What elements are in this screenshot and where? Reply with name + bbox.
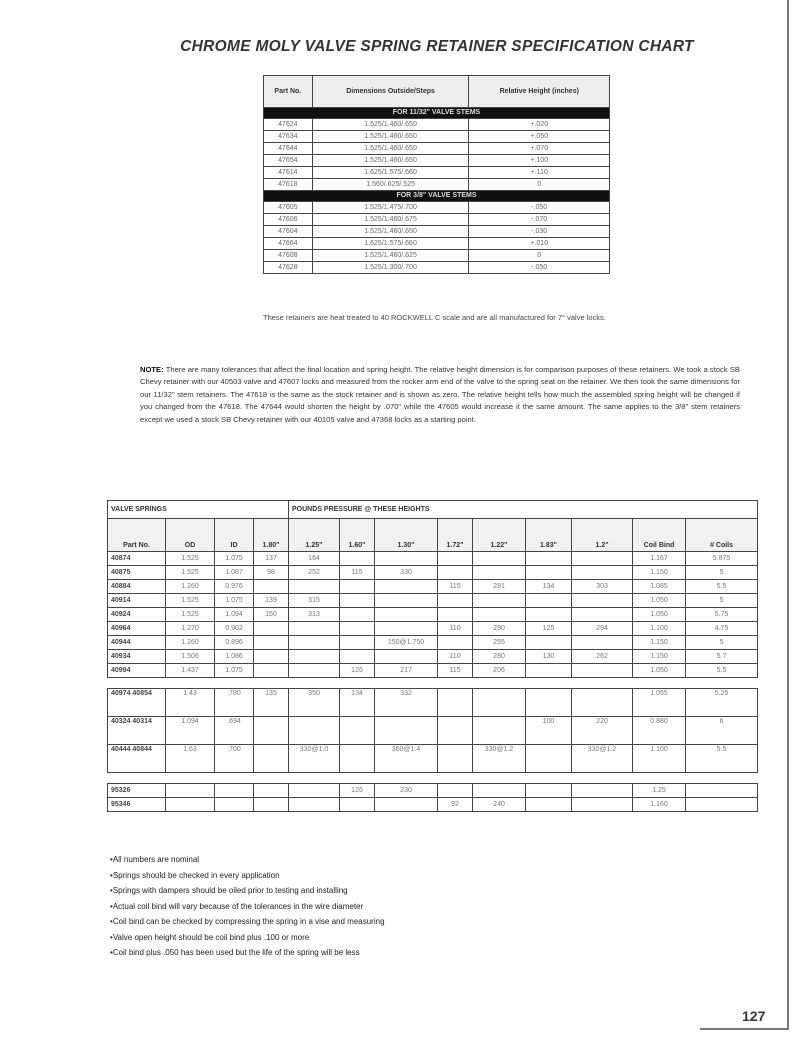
group-spacer <box>108 678 758 689</box>
part-no-cell: 47604 <box>264 226 313 238</box>
value-cell <box>289 664 340 678</box>
value-cell: 230 <box>375 784 438 798</box>
dimensions-cell: 1.525/1.475/.700 <box>312 202 469 214</box>
table-row <box>264 131 610 143</box>
value-cell: 280 <box>473 650 526 664</box>
value-cell: 330@1.0 <box>289 745 340 773</box>
value-cell <box>473 689 526 717</box>
value-cell: 1.525 <box>166 552 215 566</box>
value-cell: 110 <box>438 650 473 664</box>
page-border-right <box>787 0 789 1030</box>
value-cell: 1.270 <box>166 622 215 636</box>
value-cell: 130 <box>526 650 572 664</box>
value-cell: 1.094 <box>215 608 254 622</box>
part-no-cell: 40874 <box>108 552 166 566</box>
column-header: 1.25" <box>289 519 340 552</box>
value-cell: 1.150 <box>633 566 686 580</box>
value-cell: 1.150 <box>633 636 686 650</box>
part-no-cell: 40884 <box>108 580 166 594</box>
column-header: Coil Bind <box>633 519 686 552</box>
dimensions-cell: 1.625/1.575/.660 <box>312 167 469 179</box>
value-cell <box>340 594 375 608</box>
value-cell <box>254 636 289 650</box>
value-cell: .700 <box>215 745 254 773</box>
value-cell <box>340 798 375 812</box>
page-number: 127 <box>742 1008 766 1024</box>
value-cell <box>526 798 572 812</box>
part-no-cell: 40914 <box>108 594 166 608</box>
table-row <box>264 202 610 214</box>
column-header: ID <box>215 519 254 552</box>
part-no-cell: 47644 <box>264 143 313 155</box>
value-cell: 5.25 <box>686 689 758 717</box>
note-bullet: • Valve open height should be coil bind plus .100 or more <box>110 930 385 946</box>
value-cell: 139 <box>254 594 289 608</box>
value-cell: 5.5 <box>686 580 758 594</box>
value-cell <box>340 636 375 650</box>
value-cell <box>254 622 289 636</box>
value-cell: 1.63 <box>166 745 215 773</box>
value-cell: .694 <box>215 717 254 745</box>
value-cell <box>340 745 375 773</box>
relative-height-cell: +.050 <box>469 131 610 143</box>
table-row <box>108 636 758 650</box>
valve-spring-table <box>107 500 758 812</box>
value-cell <box>340 717 375 745</box>
value-cell <box>572 636 633 650</box>
value-cell: 1.050 <box>633 608 686 622</box>
section-label: FOR 3/8" VALVE STEMS <box>264 191 610 202</box>
value-cell <box>526 594 572 608</box>
value-cell: 1.075 <box>215 552 254 566</box>
value-cell <box>473 594 526 608</box>
table-row <box>264 226 610 238</box>
value-cell: 360@1.4 <box>375 745 438 773</box>
value-cell <box>289 580 340 594</box>
value-cell: 1.100 <box>633 745 686 773</box>
value-cell: 255 <box>473 636 526 650</box>
value-cell <box>166 784 215 798</box>
column-header: # Coils <box>686 519 758 552</box>
page-title: CHROME MOLY VALVE SPRING RETAINER SPECIFICATION CHART <box>180 38 694 55</box>
col-header-dimensions: Dimensions Outside/Steps <box>312 76 469 108</box>
value-cell: 92 <box>438 798 473 812</box>
note-bullet: • Actual coil bind will vary because of the tolerances in the wire diameter <box>110 899 385 915</box>
table-row <box>108 664 758 678</box>
part-no-cell: 47628 <box>264 262 313 274</box>
part-no-cell: 47624 <box>264 119 313 131</box>
value-cell: 330@1.2 <box>572 745 633 773</box>
value-cell: 332 <box>375 689 438 717</box>
value-cell: 1.086 <box>215 650 254 664</box>
part-no-cell: 40324 40314 <box>108 717 166 745</box>
part-no-cell: 40944 <box>108 636 166 650</box>
value-cell <box>473 552 526 566</box>
value-cell <box>254 717 289 745</box>
table-row <box>108 566 758 580</box>
dimensions-cell: 1.525/1.460/.675 <box>312 214 469 226</box>
value-cell <box>686 784 758 798</box>
value-cell: .780 <box>215 689 254 717</box>
column-header: 1.60" <box>340 519 375 552</box>
value-cell: 240 <box>473 798 526 812</box>
value-cell <box>572 608 633 622</box>
value-cell <box>254 664 289 678</box>
value-cell <box>438 594 473 608</box>
table-row <box>108 622 758 636</box>
col-header-part-no: Part No. <box>264 76 313 108</box>
section-label: FOR 11/32" VALVE STEMS <box>264 108 610 119</box>
relative-height-cell: -.070 <box>469 214 610 226</box>
value-cell: 290 <box>473 622 526 636</box>
table-row <box>108 650 758 664</box>
value-cell <box>572 552 633 566</box>
table-row <box>108 552 758 566</box>
part-no-cell: 40875 <box>108 566 166 580</box>
note-label: NOTE: <box>140 365 164 374</box>
part-no-cell: 47606 <box>264 214 313 226</box>
relative-height-cell: -.050 <box>469 262 610 274</box>
value-cell <box>526 784 572 798</box>
value-cell: 262 <box>572 650 633 664</box>
notes-list <box>110 852 385 961</box>
value-cell <box>215 798 254 812</box>
table-row <box>108 798 758 812</box>
dimensions-cell: 1.625/1.575/.660 <box>312 238 469 250</box>
value-cell: 217 <box>375 664 438 678</box>
relative-height-cell: -.050 <box>469 202 610 214</box>
value-cell <box>375 594 438 608</box>
value-cell <box>340 608 375 622</box>
value-cell: 150@1.750 <box>375 636 438 650</box>
value-cell: 6 <box>686 717 758 745</box>
value-cell: 330 <box>375 566 438 580</box>
note-text: There are many tolerances that affect the final location and spring height. The relative height dimension is for comparison purposes of these retainers. We took a stock SB Chevy retainer with our 40503 valve and 47607 locks and measured from the rocker arm end of the valve to the spring seat on the retainer. We then took the same dimensions for our 11/32" stem retainers. The 47618 is the same as the stock retainer and is shown as zero. The relative height tells how much the assembled spring height will be changed if you changed from the 47618. The 47644 would shorten the height by .070" while the 47605 would increase it the same amount. The same applies to the 3/8" stem retainers except we used a stock SB Chevy retainer with our 40105 valve and 47368 locks as a starting point. <box>140 365 740 424</box>
spacer-cell <box>108 678 758 689</box>
value-cell <box>438 745 473 773</box>
value-cell: 100 <box>526 717 572 745</box>
table-row <box>264 250 610 262</box>
value-cell: 1.075 <box>215 664 254 678</box>
table-row <box>108 580 758 594</box>
value-cell: 330@1.2 <box>473 745 526 773</box>
relative-height-cell: 0 <box>469 250 610 262</box>
part-no-cell: 95326 <box>108 784 166 798</box>
value-cell: 5 <box>686 566 758 580</box>
note-paragraph <box>140 364 740 426</box>
table-row <box>264 214 610 226</box>
value-cell: 1.085 <box>633 580 686 594</box>
value-cell: 98 <box>254 566 289 580</box>
value-cell: 1.260 <box>166 580 215 594</box>
value-cell <box>340 552 375 566</box>
table-row <box>108 689 758 717</box>
value-cell <box>438 717 473 745</box>
table-row <box>264 179 610 191</box>
value-cell <box>473 717 526 745</box>
part-no-cell: 47654 <box>264 155 313 167</box>
value-cell <box>375 798 438 812</box>
part-no-cell: 47618 <box>264 179 313 191</box>
value-cell: 125 <box>526 622 572 636</box>
group-header-row <box>108 501 758 519</box>
value-cell: 5 <box>686 636 758 650</box>
column-header: OD <box>166 519 215 552</box>
note-bullet: • All numbers are nominal <box>110 852 385 868</box>
part-no-cell: 40994 <box>108 664 166 678</box>
note-bullet: • Springs should be checked in every application <box>110 868 385 884</box>
value-cell <box>438 689 473 717</box>
dimensions-cell: 1.525/1.460/.650 <box>312 155 469 167</box>
value-cell <box>340 650 375 664</box>
column-header: 1.2" <box>572 519 633 552</box>
value-cell: 126 <box>340 664 375 678</box>
value-cell <box>526 664 572 678</box>
part-no-cell: 47614 <box>264 167 313 179</box>
value-cell <box>438 608 473 622</box>
value-cell <box>375 580 438 594</box>
value-cell: 135 <box>254 689 289 717</box>
section-row <box>264 108 610 119</box>
table-row <box>264 119 610 131</box>
group-spacer <box>108 773 758 784</box>
value-cell <box>526 566 572 580</box>
value-cell <box>289 784 340 798</box>
dimensions-cell: 1.525/1.300/.700 <box>312 262 469 274</box>
note-bullet: • Coil bind plus .050 has been used but the life of the spring will be less <box>110 945 385 961</box>
value-cell <box>289 798 340 812</box>
value-cell: 5 <box>686 594 758 608</box>
value-cell <box>289 650 340 664</box>
value-cell <box>572 566 633 580</box>
value-cell: 4.75 <box>686 622 758 636</box>
value-cell: 115 <box>340 566 375 580</box>
value-cell: 294 <box>572 622 633 636</box>
part-no-cell: 47664 <box>264 238 313 250</box>
value-cell <box>572 798 633 812</box>
relative-height-cell: +.020 <box>469 119 610 131</box>
table-row <box>264 262 610 274</box>
value-cell <box>473 566 526 580</box>
group-header-pounds-pressure: POUNDS PRESSURE @ THESE HEIGHTS <box>289 501 758 519</box>
relative-height-cell: -.030 <box>469 226 610 238</box>
value-cell <box>254 745 289 773</box>
value-cell: 313 <box>289 608 340 622</box>
value-cell: 1.075 <box>215 594 254 608</box>
value-cell: 1.150 <box>633 650 686 664</box>
column-header: 1.83" <box>526 519 572 552</box>
value-cell: 134 <box>340 689 375 717</box>
value-cell: 5.5 <box>686 664 758 678</box>
table-row <box>108 608 758 622</box>
value-cell: 115 <box>438 664 473 678</box>
value-cell: 1.525 <box>166 608 215 622</box>
value-cell: 1.050 <box>633 594 686 608</box>
relative-height-cell: +.010 <box>469 238 610 250</box>
value-cell <box>526 689 572 717</box>
value-cell <box>438 784 473 798</box>
value-cell <box>254 784 289 798</box>
value-cell <box>166 798 215 812</box>
value-cell: 1.094 <box>166 717 215 745</box>
value-cell: 164 <box>289 552 340 566</box>
value-cell <box>526 745 572 773</box>
value-cell <box>375 650 438 664</box>
part-no-cell: 47634 <box>264 131 313 143</box>
value-cell: 5.7 <box>686 650 758 664</box>
section-row <box>264 191 610 202</box>
value-cell: 303 <box>572 580 633 594</box>
value-cell <box>473 608 526 622</box>
value-cell: 115 <box>438 580 473 594</box>
value-cell: 281 <box>473 580 526 594</box>
value-cell <box>526 608 572 622</box>
dimensions-cell: 1.525/1.460/.650 <box>312 143 469 155</box>
value-cell: 5.5 <box>686 745 758 773</box>
value-cell <box>526 636 572 650</box>
part-no-cell: 40964 <box>108 622 166 636</box>
value-cell: 1.055 <box>633 689 686 717</box>
table-row <box>264 155 610 167</box>
column-header-row <box>108 519 758 552</box>
value-cell: 1.525 <box>166 594 215 608</box>
page-border-bottom <box>700 1028 789 1030</box>
value-cell <box>375 608 438 622</box>
col-header-relative-height: Relative Height (inches) <box>469 76 610 108</box>
value-cell: 1.506 <box>166 650 215 664</box>
value-cell: 1.100 <box>633 622 686 636</box>
spacer-cell <box>108 773 758 784</box>
value-cell <box>572 784 633 798</box>
value-cell: 1.437 <box>166 664 215 678</box>
column-header: 1.80" <box>254 519 289 552</box>
part-no-cell: 47608 <box>264 250 313 262</box>
table-row <box>108 594 758 608</box>
part-no-cell: 40974 40854 <box>108 689 166 717</box>
value-cell: 5.875 <box>686 552 758 566</box>
value-cell: 1.260 <box>166 636 215 650</box>
retainer-table-caption: These retainers are heat treated to 40 ROCKWELL C scale and are all manufactured for 7° valve locks. <box>263 313 606 322</box>
value-cell: 1.160 <box>633 798 686 812</box>
value-cell: 1.087 <box>215 566 254 580</box>
part-no-cell: 47605 <box>264 202 313 214</box>
value-cell <box>375 622 438 636</box>
table-row <box>264 167 610 179</box>
part-no-cell: 40444 40844 <box>108 745 166 773</box>
value-cell <box>215 784 254 798</box>
value-cell <box>572 689 633 717</box>
value-cell: 220 <box>572 717 633 745</box>
value-cell <box>473 784 526 798</box>
value-cell <box>375 552 438 566</box>
value-cell <box>340 622 375 636</box>
dimensions-cell: 1.525/1.460/.650 <box>312 131 469 143</box>
value-cell: 0.902 <box>215 622 254 636</box>
value-cell <box>686 798 758 812</box>
value-cell: 1.050 <box>633 664 686 678</box>
value-cell <box>438 552 473 566</box>
part-no-cell: 40924 <box>108 608 166 622</box>
value-cell <box>289 636 340 650</box>
value-cell: 1.167 <box>633 552 686 566</box>
value-cell: 0.976 <box>215 580 254 594</box>
value-cell <box>375 717 438 745</box>
relative-height-cell: +.100 <box>469 155 610 167</box>
table-row <box>108 784 758 798</box>
value-cell <box>438 566 473 580</box>
column-header: 1.30" <box>375 519 438 552</box>
value-cell <box>289 717 340 745</box>
value-cell <box>340 580 375 594</box>
note-bullet: • Springs with dampers should be oiled prior to testing and installing <box>110 883 385 899</box>
value-cell: 1.25 <box>633 784 686 798</box>
value-cell: 350 <box>289 689 340 717</box>
value-cell <box>254 580 289 594</box>
value-cell: 137 <box>254 552 289 566</box>
note-bullet: • Coil bind can be checked by compressing the spring in a vise and measuring <box>110 914 385 930</box>
value-cell <box>254 798 289 812</box>
table-row <box>108 745 758 773</box>
value-cell <box>254 650 289 664</box>
value-cell: 1.525 <box>166 566 215 580</box>
value-cell: 252 <box>289 566 340 580</box>
value-cell: 5.75 <box>686 608 758 622</box>
value-cell: 1.43 <box>166 689 215 717</box>
table-row <box>264 143 610 155</box>
dimensions-cell: 1.525/1.460/.625 <box>312 250 469 262</box>
part-no-cell: 95346 <box>108 798 166 812</box>
retainer-spec-table <box>263 75 610 274</box>
table-row <box>264 238 610 250</box>
value-cell <box>572 664 633 678</box>
value-cell: 110 <box>438 622 473 636</box>
value-cell: 206 <box>473 664 526 678</box>
value-cell <box>526 552 572 566</box>
relative-height-cell: +.110 <box>469 167 610 179</box>
relative-height-cell: 0 <box>469 179 610 191</box>
group-header-valve-springs: VALVE SPRINGS <box>108 501 289 519</box>
part-no-cell: 40934 <box>108 650 166 664</box>
value-cell <box>572 594 633 608</box>
column-header: 1.22" <box>473 519 526 552</box>
dimensions-cell: 1.560/.625/.525 <box>312 179 469 191</box>
value-cell: 0.880 <box>633 717 686 745</box>
dimensions-cell: 1.525/1.460/.650 <box>312 226 469 238</box>
value-cell <box>438 636 473 650</box>
column-header: Part No. <box>108 519 166 552</box>
table-row <box>108 717 758 745</box>
column-header: 1.72" <box>438 519 473 552</box>
relative-height-cell: +.070 <box>469 143 610 155</box>
value-cell: 134 <box>526 580 572 594</box>
value-cell <box>289 622 340 636</box>
value-cell: 315 <box>289 594 340 608</box>
value-cell: 0.896 <box>215 636 254 650</box>
value-cell: 150 <box>254 608 289 622</box>
value-cell: 126 <box>340 784 375 798</box>
dimensions-cell: 1.525/1.460/.650 <box>312 119 469 131</box>
